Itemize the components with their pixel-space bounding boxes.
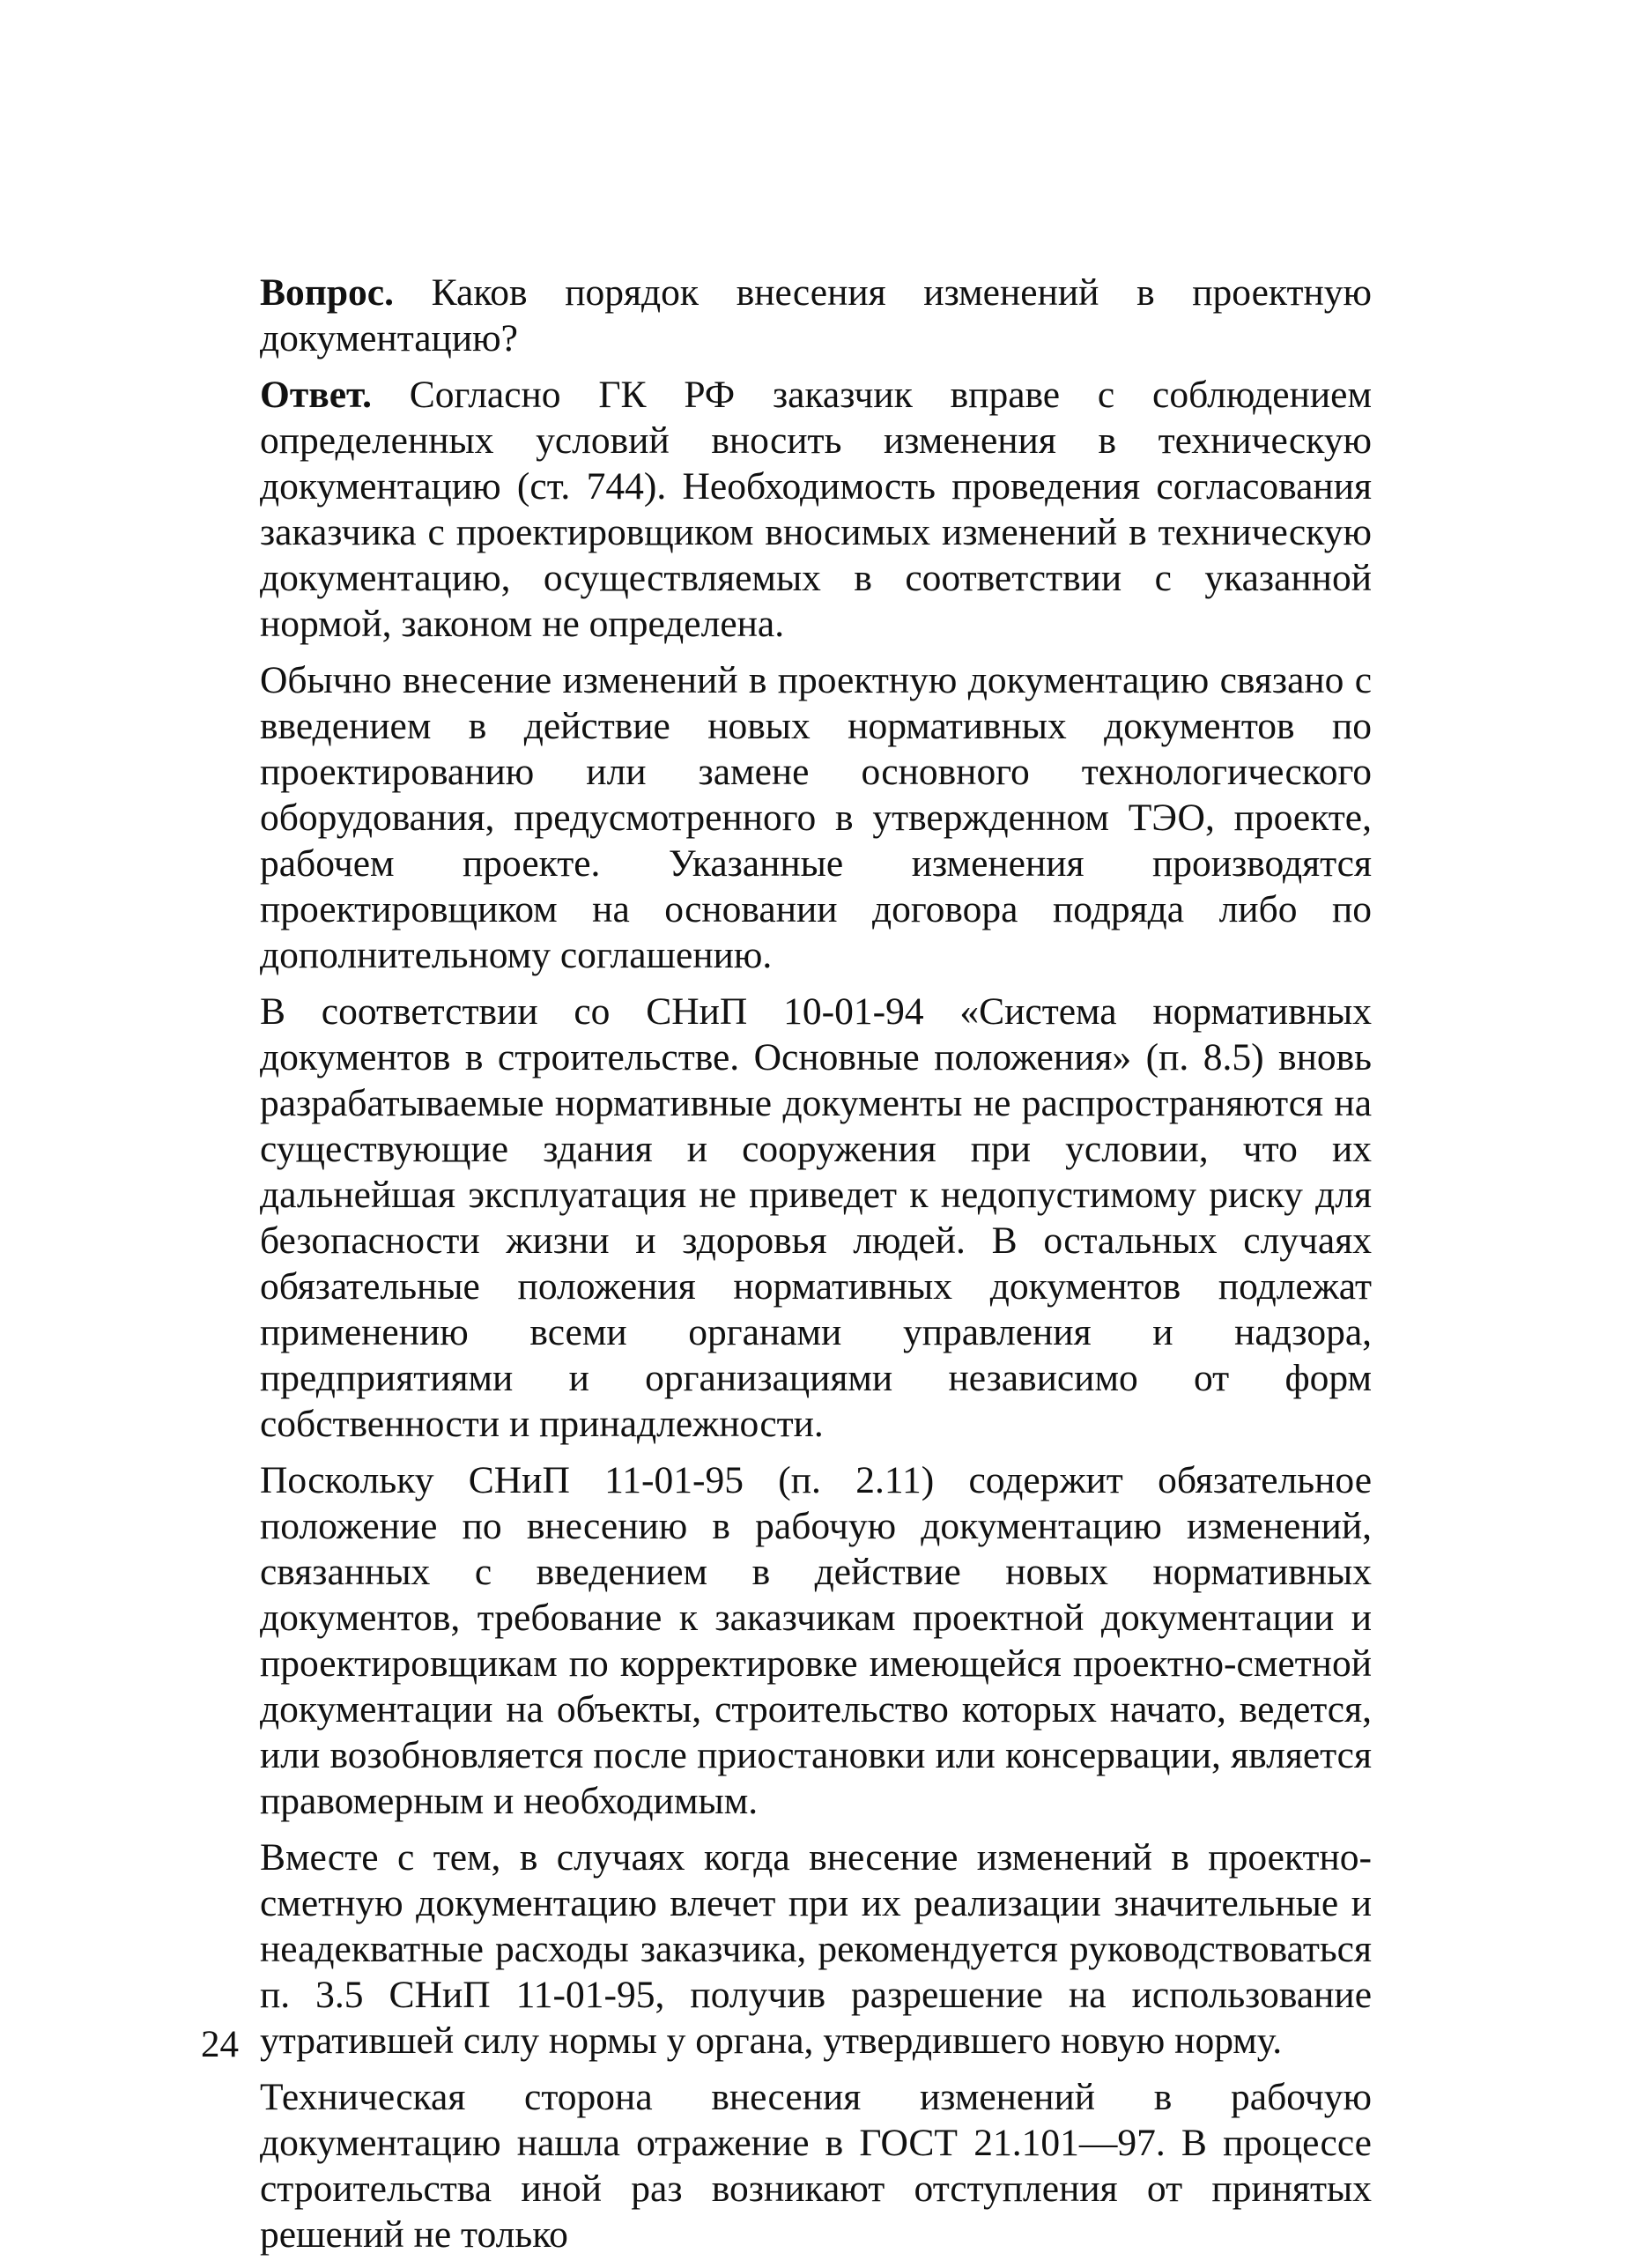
question-lead: Вопрос. [260,271,394,314]
body-paragraph: В соответствии со СНиП 10-01-94 «Система нормативных документов в строительстве. Основные положения» (п. 8.5) вновь разрабатываемые нормативные документы не распространяются на существующие здания и сооружения при условии, что их дальнейшая эксплуатация не приведет к недопустимому риску для безопасности жизни и здоровья людей. В остальных случаях обязательные положения нормативных документов подлежат применению всеми органами управления и надзора, предприятиями и организациями независимо от форм собственности и принадлежности. [260,990,1372,1445]
body-paragraph: Поскольку СНиП 11-01-95 (п. 2.11) содержит обязательное положение по внесению в рабочую документацию изменений, связанных с введением в действие новых нормативных документов, требование к заказчикам проектной документации и проектировщикам по корректировке имеющейся проектно-сметной документации на объекты, строительство которых начато, ведется, или возобновляется после приостановки или консервации, является правомерным и необходимым. [260,1459,1372,1822]
question-paragraph [260,270,1372,361]
body-paragraph: Вместе с тем, в случаях когда внесение изменений в проектно-сметную документацию влечет при их реализации значительные и неадекватные расходы заказчика, рекомендуется руководствоваться п. 3.5 СНиП 11-01-95, получив разрешение на использование утратившей силу нормы у органа, утвердившего новую норму. [260,1836,1372,2062]
answer-text: Согласно ГК РФ заказчик вправе с соблюдением определенных условий вносить изменения в техническую документацию (ст. 744). Необходимость проведения согласования заказчика с проектировщиком вносимых изменений в техническую документацию, осуществляемых в соответствии с указанной нормой, законом не определена. [260,374,1372,645]
page-body [260,270,1372,2268]
question-text: Каков порядок внесения изменений в проектную документацию? [260,271,1372,359]
body-paragraph: Техническая сторона внесения изменений в рабочую документацию нашла отражение в ГОСТ 21.101—97. В процессе строительства иной раз возникают отступления от принятых решений не только [260,2076,1372,2256]
page-number: 24 [201,2024,239,2065]
body-paragraph: Обычно внесение изменений в проектную документацию связано с введением в действие новых нормативных документов по проектированию или замене основного технологического оборудования, предусмотренного в утвержденном ТЭО, проекте, рабочем проекте. Указанные изменения производятся проектировщиком на основании договора подряда либо по дополнительному соглашению. [260,659,1372,976]
answer-paragraph [260,372,1372,647]
answer-lead: Ответ. [260,374,372,416]
